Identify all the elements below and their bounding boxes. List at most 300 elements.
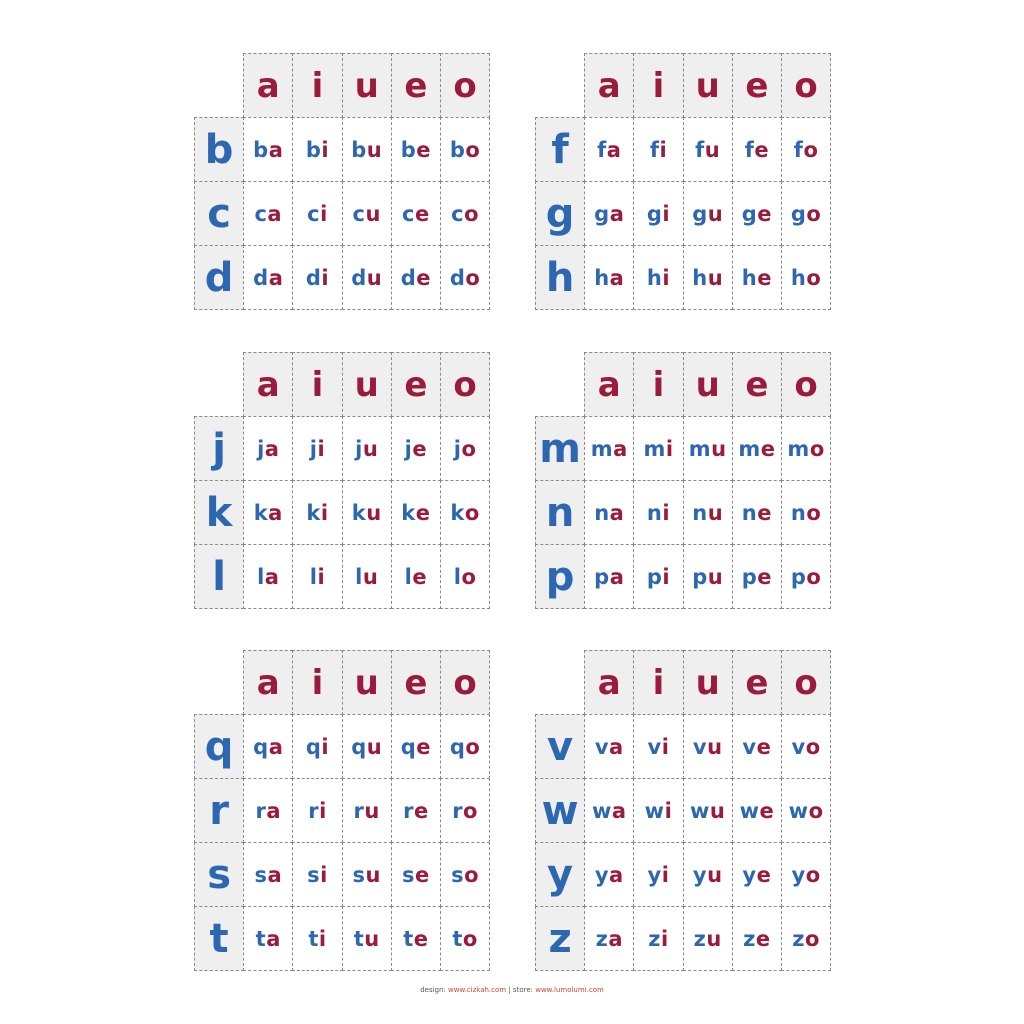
syllable-cell <box>732 480 782 545</box>
syllable-vowel-part: a <box>609 734 624 759</box>
syllable-consonant-part: v <box>594 734 610 759</box>
syllable-vowel-part: a <box>609 862 624 887</box>
consonant-cell: v <box>535 714 585 779</box>
syllable-consonant-part: z <box>693 926 707 951</box>
syllable-cell <box>243 544 293 609</box>
syllable-cell <box>683 245 733 310</box>
vowel-header-cell: u <box>342 352 392 417</box>
consonant-cell: m <box>535 416 585 481</box>
syllable-vowel-part: i <box>662 564 671 589</box>
syllable-cell <box>633 416 683 481</box>
syllable-consonant-part: m <box>787 436 810 461</box>
syllable-consonant-part: q <box>449 734 466 759</box>
syllable-consonant-part: f <box>744 137 755 162</box>
syllable-vowel-part: i <box>318 926 327 951</box>
syllable-vowel-part: i <box>662 201 671 226</box>
syllable-consonant-part: w <box>690 798 710 823</box>
syllable-consonant-part: v <box>791 734 806 759</box>
syllable-vowel-part: u <box>704 137 721 162</box>
syllable-consonant-part: t <box>452 926 463 951</box>
vowel-header-cell: o <box>440 352 490 417</box>
syllable-consonant-part: w <box>644 798 665 823</box>
syllable-consonant-part: v <box>742 734 757 759</box>
syllable-vowel-part: o <box>806 201 822 226</box>
syllable-vowel-part: i <box>662 265 671 290</box>
syllable-cell <box>292 842 342 907</box>
footer-separator: | <box>508 986 511 994</box>
vowel-header-cell: a <box>584 352 634 417</box>
syllable-vowel-part: u <box>707 500 724 525</box>
vowel-header-cell: i <box>633 53 683 118</box>
syllable-cell <box>683 714 733 779</box>
syllable-vowel-part: u <box>709 798 726 823</box>
syllable-consonant-part: h <box>790 265 807 290</box>
syllable-vowel-part: i <box>321 734 330 759</box>
syllable-vowel-part: o <box>463 798 478 823</box>
syllable-cell <box>391 842 441 907</box>
syllable-consonant-part: z <box>743 926 756 951</box>
syllable-consonant-part: s <box>352 862 366 887</box>
syllable-vowel-part: e <box>755 926 771 951</box>
syllable-vowel-part: e <box>415 500 431 525</box>
syllable-vowel-part: e <box>759 798 775 823</box>
syllable-vowel-part: u <box>366 500 382 525</box>
syllable-consonant-part: q <box>305 734 322 759</box>
syllable-cell <box>243 117 293 182</box>
footer-design-label: design: <box>420 986 446 994</box>
syllable-cell <box>584 778 634 843</box>
syllable-consonant-part: y <box>742 862 757 887</box>
syllable-vowel-part: u <box>706 926 722 951</box>
syllable-consonant-part: j <box>355 436 363 461</box>
syllable-vowel-part: e <box>757 265 772 290</box>
syllable-vowel-part: o <box>461 564 477 589</box>
syllable-cell <box>732 181 782 246</box>
syllable-cell <box>342 245 392 310</box>
vowel-header-cell: u <box>683 352 733 417</box>
syllable-vowel-part: o <box>809 436 825 461</box>
syllable-vowel-part: e <box>416 137 432 162</box>
syllable-vowel-part: u <box>362 436 379 461</box>
syllable-vowel-part: i <box>319 798 327 823</box>
syllable-cell <box>781 245 831 310</box>
syllable-vowel-part: a <box>266 798 282 823</box>
syllable-consonant-part: n <box>692 500 708 525</box>
syllable-vowel-part: a <box>609 265 625 290</box>
syllable-cell <box>391 181 441 246</box>
syllable-cell <box>584 416 634 481</box>
syllable-cell <box>440 778 490 843</box>
syllable-vowel-part: a <box>608 926 623 951</box>
syllable-consonant-part: l <box>404 564 413 589</box>
vowel-header-cell: i <box>633 352 683 417</box>
vowel-header-cell: o <box>781 352 831 417</box>
syllable-vowel-part: o <box>806 265 822 290</box>
syllable-vowel-part: u <box>366 137 383 162</box>
syllable-vowel-part: e <box>757 500 772 525</box>
syllable-cell <box>584 480 634 545</box>
syllable-vowel-part: i <box>320 201 328 226</box>
syllable-cell <box>633 181 683 246</box>
syllable-consonant-part: g <box>692 201 708 226</box>
syllable-cell <box>292 245 342 310</box>
syllable-vowel-part: a <box>268 500 283 525</box>
vowel-header-cell: i <box>633 650 683 715</box>
syllable-cell <box>342 480 392 545</box>
syllable-consonant-part: w <box>591 798 612 823</box>
syllable-vowel-part: o <box>803 137 819 162</box>
syllable-vowel-part: i <box>317 436 326 461</box>
syllable-cell <box>633 117 683 182</box>
syllable-cell <box>391 778 441 843</box>
syllable-cell <box>292 117 342 182</box>
vowel-header-cell: e <box>391 53 441 118</box>
footer-design-link[interactable]: www.cizkah.com <box>448 986 507 994</box>
syllable-consonant-part: g <box>594 201 610 226</box>
consonant-cell: g <box>535 181 585 246</box>
vowel-header-cell: o <box>781 650 831 715</box>
syllable-consonant-part: t <box>403 926 414 951</box>
syllable-vowel-part: i <box>664 798 673 823</box>
syllable-cell <box>440 245 490 310</box>
syllable-cell <box>781 416 831 481</box>
syllable-consonant-part: l <box>355 564 363 589</box>
syllable-vowel-part: a <box>609 201 625 226</box>
syllable-vowel-part: u <box>707 734 723 759</box>
syllable-consonant-part: s <box>451 862 465 887</box>
syllable-vowel-part: e <box>757 201 773 226</box>
syllable-consonant-part: h <box>692 265 708 290</box>
syllable-cell <box>732 906 782 971</box>
syllable-cell <box>440 714 490 779</box>
syllable-cell <box>781 778 831 843</box>
syllable-consonant-part: b <box>400 137 417 162</box>
syllable-vowel-part: i <box>320 500 329 525</box>
syllable-cell <box>243 714 293 779</box>
syllable-vowel-part: o <box>462 926 478 951</box>
syllable-consonant-part: p <box>692 564 708 589</box>
syllable-vowel-part: a <box>606 137 622 162</box>
syllable-cell <box>292 778 342 843</box>
consonant-cell: b <box>194 117 244 182</box>
syllable-vowel-part: o <box>806 500 822 525</box>
consonant-cell: c <box>194 181 244 246</box>
vowel-header-cell: u <box>342 53 392 118</box>
syllable-cell <box>342 906 392 971</box>
syllable-consonant-part: s <box>307 862 321 887</box>
vowel-header-cell: u <box>683 650 733 715</box>
syllable-cell <box>683 906 733 971</box>
syllable-vowel-part: a <box>268 734 284 759</box>
syllable-vowel-part: o <box>464 201 480 226</box>
syllable-vowel-part: e <box>412 436 428 461</box>
syllable-consonant-part: m <box>688 436 712 461</box>
syllable-vowel-part: o <box>465 734 481 759</box>
syllable-consonant-part: r <box>353 798 365 823</box>
syllable-consonant-part: r <box>255 798 267 823</box>
syllable-cell <box>683 480 733 545</box>
syllable-consonant-part: k <box>401 500 416 525</box>
syllable-cell <box>584 714 634 779</box>
vowel-header-cell: e <box>391 650 441 715</box>
vowel-header-cell: i <box>292 650 342 715</box>
syllable-vowel-part: a <box>266 926 281 951</box>
syllable-consonant-part: k <box>306 500 321 525</box>
syllable-consonant-part: j <box>404 436 413 461</box>
syllable-cell <box>391 416 441 481</box>
syllable-vowel-part: o <box>465 265 481 290</box>
syllable-consonant-part: c <box>254 201 268 226</box>
syllable-consonant-part: y <box>594 862 610 887</box>
syllable-cell <box>633 778 683 843</box>
syllable-consonant-part: f <box>597 137 607 162</box>
syllable-vowel-part: u <box>366 734 383 759</box>
syllable-consonant-part: q <box>253 734 269 759</box>
syllable-consonant-part: z <box>595 926 609 951</box>
syllable-cell <box>342 778 392 843</box>
syllable-vowel-part: e <box>413 926 429 951</box>
syllable-consonant-part: n <box>646 500 663 525</box>
syllable-consonant-part: q <box>351 734 367 759</box>
vowel-header-cell: o <box>440 53 490 118</box>
syllable-vowel-part: u <box>366 265 383 290</box>
vowel-header-cell: a <box>243 650 293 715</box>
syllable-vowel-part: o <box>805 734 821 759</box>
syllable-consonant-part: d <box>253 265 269 290</box>
vowel-header-cell: o <box>781 53 831 118</box>
syllable-cell <box>391 245 441 310</box>
consonant-cell: w <box>535 778 585 843</box>
syllable-vowel-part: o <box>804 926 820 951</box>
syllable-cell <box>342 842 392 907</box>
footer-store-link[interactable]: www.lumolumi.com <box>535 986 604 994</box>
syllable-consonant-part: y <box>692 862 708 887</box>
syllable-cell <box>440 181 490 246</box>
syllable-consonant-part: d <box>305 265 322 290</box>
syllable-vowel-part: e <box>760 436 776 461</box>
syllable-cell <box>243 778 293 843</box>
consonant-cell: s <box>194 842 244 907</box>
vowel-header-cell: a <box>584 53 634 118</box>
syllable-cell <box>781 906 831 971</box>
syllable-consonant-part: m <box>590 436 614 461</box>
syllable-consonant-part: g <box>741 201 758 226</box>
syllable-vowel-part: u <box>707 564 724 589</box>
syllable-consonant-part: r <box>308 798 320 823</box>
syllable-cell <box>440 480 490 545</box>
consonant-cell: t <box>194 906 244 971</box>
consonant-cell: d <box>194 245 244 310</box>
vowel-header-cell: e <box>732 352 782 417</box>
syllable-consonant-part: h <box>594 265 610 290</box>
syllable-vowel-part: a <box>613 436 628 461</box>
syllable-vowel-part: a <box>611 798 627 823</box>
vowel-header-cell: i <box>292 352 342 417</box>
syllable-cell <box>440 117 490 182</box>
consonant-cell: j <box>194 416 244 481</box>
syllable-vowel-part: e <box>415 862 430 887</box>
syllable-consonant-part: f <box>793 137 804 162</box>
syllable-vowel-part: u <box>711 436 727 461</box>
syllable-vowel-part: a <box>264 564 280 589</box>
syllable-cell <box>732 842 782 907</box>
syllable-vowel-part: e <box>754 137 770 162</box>
consonant-cell: n <box>535 480 585 545</box>
consonant-cell: l <box>194 544 244 609</box>
syllable-cell <box>440 544 490 609</box>
syllable-vowel-part: o <box>464 862 480 887</box>
consonant-cell: f <box>535 117 585 182</box>
syllable-cell <box>633 714 683 779</box>
syllable-consonant-part: s <box>402 862 416 887</box>
syllable-consonant-part: f <box>695 137 705 162</box>
syllable-cell <box>781 714 831 779</box>
syllable-cell <box>243 480 293 545</box>
syllable-cell <box>243 181 293 246</box>
syllable-cell <box>633 245 683 310</box>
syllable-cell <box>584 117 634 182</box>
syllable-consonant-part: n <box>790 500 807 525</box>
syllable-cell <box>292 480 342 545</box>
syllable-cell <box>440 416 490 481</box>
syllable-cell <box>391 480 441 545</box>
syllable-vowel-part: e <box>416 734 432 759</box>
syllable-consonant-part: p <box>790 564 807 589</box>
syllable-consonant-part: r <box>452 798 464 823</box>
consonant-cell: k <box>194 480 244 545</box>
syllable-consonant-part: t <box>255 926 267 951</box>
syllable-cell <box>584 906 634 971</box>
syllable-consonant-part: l <box>309 564 318 589</box>
syllable-cell <box>732 714 782 779</box>
syllable-vowel-part: e <box>412 564 428 589</box>
syllable-cell <box>633 842 683 907</box>
consonant-cell: h <box>535 245 585 310</box>
syllable-consonant-part: l <box>257 564 265 589</box>
syllable-consonant-part: y <box>791 862 806 887</box>
syllable-consonant-part: g <box>790 201 807 226</box>
syllable-cell <box>243 245 293 310</box>
syllable-consonant-part: k <box>351 500 367 525</box>
syllable-vowel-part: i <box>661 926 669 951</box>
syllable-vowel-part: u <box>707 265 724 290</box>
syllable-vowel-part: a <box>268 265 284 290</box>
syllable-vowel-part: i <box>659 137 668 162</box>
syllable-consonant-part: z <box>792 926 805 951</box>
syllable-vowel-part: i <box>317 564 326 589</box>
syllable-cell <box>292 181 342 246</box>
syllable-cell <box>342 544 392 609</box>
syllable-consonant-part: k <box>253 500 269 525</box>
syllable-vowel-part: e <box>413 798 429 823</box>
syllable-vowel-part: o <box>808 798 824 823</box>
syllable-vowel-part: u <box>365 862 381 887</box>
syllable-consonant-part: g <box>646 201 663 226</box>
syllable-vowel-part: u <box>707 201 724 226</box>
syllable-consonant-part: y <box>647 862 662 887</box>
syllable-cell <box>781 544 831 609</box>
syllable-vowel-part: u <box>364 926 380 951</box>
syllable-vowel-part: o <box>464 500 480 525</box>
syllable-consonant-part: w <box>739 798 760 823</box>
syllable-consonant-part: m <box>738 436 761 461</box>
syllable-cell <box>732 544 782 609</box>
syllable-cell <box>292 544 342 609</box>
syllable-cell <box>584 842 634 907</box>
syllable-consonant-part: b <box>305 137 322 162</box>
syllable-cell <box>391 714 441 779</box>
syllable-vowel-part: i <box>321 265 330 290</box>
syllable-vowel-part: u <box>362 564 379 589</box>
syllable-consonant-part: b <box>351 137 367 162</box>
syllable-consonant-part: c <box>451 201 465 226</box>
syllable-cell <box>781 181 831 246</box>
vowel-header-cell: e <box>391 352 441 417</box>
syllable-vowel-part: a <box>609 564 625 589</box>
syllable-cell <box>683 842 733 907</box>
syllable-cell <box>292 714 342 779</box>
syllable-consonant-part: s <box>254 862 268 887</box>
footer-store-label: store: <box>512 986 533 994</box>
syllable-cell <box>781 480 831 545</box>
syllable-cell <box>732 416 782 481</box>
syllable-consonant-part: c <box>402 201 415 226</box>
vowel-header-cell: u <box>683 53 733 118</box>
syllable-consonant-part: q <box>400 734 417 759</box>
syllable-vowel-part: i <box>661 734 670 759</box>
syllable-vowel-part: e <box>757 564 773 589</box>
syllable-cell <box>633 906 683 971</box>
syllable-consonant-part: c <box>352 201 366 226</box>
syllable-vowel-part: i <box>320 862 328 887</box>
syllable-consonant-part: l <box>453 564 462 589</box>
syllable-consonant-part: b <box>253 137 269 162</box>
syllable-cell <box>391 906 441 971</box>
syllable-vowel-part: u <box>365 201 381 226</box>
syllable-consonant-part: m <box>643 436 666 461</box>
syllable-cell <box>683 778 733 843</box>
syllable-consonant-part: j <box>309 436 318 461</box>
syllable-vowel-part: i <box>662 500 671 525</box>
syllable-consonant-part: d <box>351 265 367 290</box>
syllable-cell <box>342 714 392 779</box>
syllable-consonant-part: r <box>403 798 414 823</box>
consonant-cell: p <box>535 544 585 609</box>
syllable-cell <box>391 117 441 182</box>
footer-credits <box>0 986 1024 994</box>
syllable-vowel-part: i <box>661 862 670 887</box>
vowel-header-cell: i <box>292 53 342 118</box>
syllable-consonant-part: w <box>788 798 809 823</box>
syllable-vowel-part: a <box>267 862 283 887</box>
syllable-consonant-part: j <box>257 436 265 461</box>
syllable-cell <box>584 181 634 246</box>
vowel-header-cell: a <box>243 352 293 417</box>
syllable-cell <box>391 544 441 609</box>
syllable-consonant-part: z <box>648 926 661 951</box>
syllable-consonant-part: k <box>450 500 465 525</box>
syllable-vowel-part: u <box>707 862 723 887</box>
syllable-cell <box>732 117 782 182</box>
syllable-cell <box>584 245 634 310</box>
syllable-cell <box>243 906 293 971</box>
syllable-cell <box>440 842 490 907</box>
syllable-consonant-part: d <box>400 265 417 290</box>
vowel-header-cell: a <box>243 53 293 118</box>
consonant-cell: z <box>535 906 585 971</box>
syllable-consonant-part: j <box>453 436 462 461</box>
syllable-vowel-part: e <box>416 265 432 290</box>
